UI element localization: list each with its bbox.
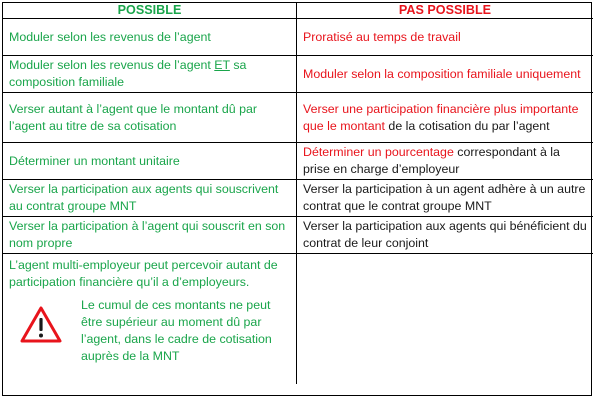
possible-row-7 bbox=[3, 254, 297, 384]
rules-table bbox=[2, 2, 592, 398]
rules-grid bbox=[2, 2, 592, 396]
impossible-row-2 bbox=[297, 56, 593, 93]
possible-text: Moduler selon les revenus de l’agent ET sa composition familiale bbox=[9, 58, 247, 89]
impossible-row-4 bbox=[297, 143, 593, 180]
possible-row-2 bbox=[3, 56, 297, 93]
possible-row-5 bbox=[3, 180, 297, 217]
warning-note bbox=[9, 297, 290, 365]
possible-text: Déterminer un montant unitaire bbox=[9, 153, 180, 168]
possible-text: Verser autant à l’agent que le montant dû par l’agent au titre de sa cotisation bbox=[9, 101, 257, 133]
possible-row-6 bbox=[3, 217, 297, 254]
impossible-row-3 bbox=[297, 93, 593, 143]
impossible-text: Verser une participation financière plus importante que le montant de la cotisation du par l’agent bbox=[303, 101, 579, 133]
possible-row-3 bbox=[3, 93, 297, 143]
header-pas-possible: PAS POSSIBLE bbox=[297, 3, 593, 19]
impossible-row-1 bbox=[297, 19, 593, 56]
underlined-et: ET bbox=[214, 58, 230, 72]
impossible-text: Verser la participation aux agents qui bénéficient du contrat de leur conjoint bbox=[303, 219, 587, 250]
impossible-row-7-empty bbox=[297, 254, 593, 384]
possible-row-4 bbox=[3, 143, 297, 180]
multi-employer-block bbox=[9, 254, 290, 365]
possible-text: Moduler selon les revenus de l’agent bbox=[9, 29, 211, 44]
impossible-text: Déterminer un pourcentage correspondant à la prise en charge d’employeur bbox=[303, 145, 560, 176]
warning-triangle-icon bbox=[19, 305, 63, 345]
possible-row-1 bbox=[3, 19, 297, 56]
possible-text: L’agent multi-employeur peut percevoir autant de participation financière qu’il a d’employeurs. bbox=[9, 258, 278, 289]
impossible-text: Verser la participation à un agent adhère à un autre contrat que le contrat groupe MNT bbox=[303, 182, 586, 213]
impossible-text: Proratisé au temps de travail bbox=[303, 29, 461, 44]
header-possible: POSSIBLE bbox=[3, 3, 297, 19]
possible-text: Verser la participation à l’agent qui souscrit en son nom propre bbox=[9, 219, 286, 250]
possible-text: Verser la participation aux agents qui souscrivent au contrat groupe MNT bbox=[9, 182, 279, 213]
impossible-row-5 bbox=[297, 180, 593, 217]
warning-text: Le cumul de ces montants ne peut être supérieur au moment dû par l’agent, dans le cadre de cotisation auprès de la MNT bbox=[81, 298, 272, 363]
impossible-text: Moduler selon la composition familiale uniquement bbox=[303, 66, 581, 81]
impossible-row-6 bbox=[297, 217, 593, 254]
